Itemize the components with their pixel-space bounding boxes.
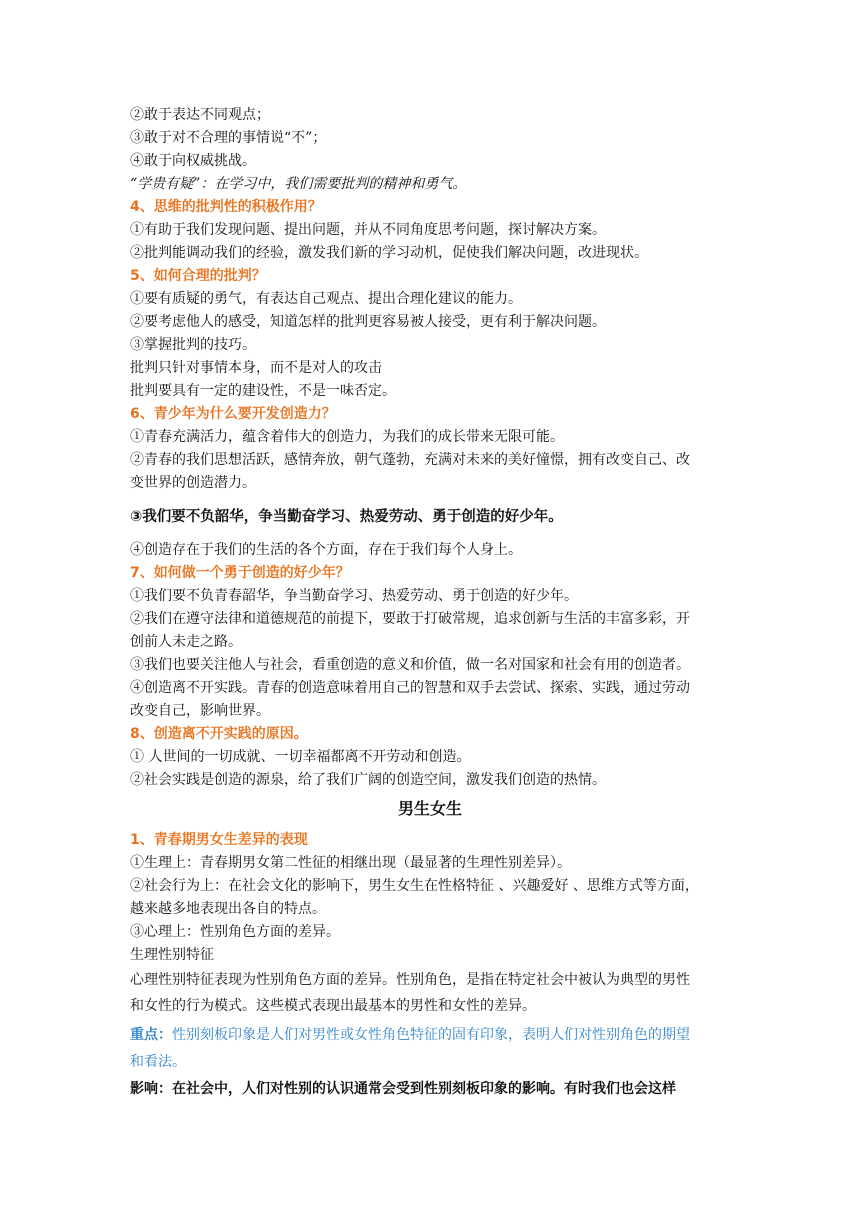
text-line: ①要有质疑的勇气，有表达自己观点、提出合理化建议的能力。 bbox=[130, 291, 522, 307]
text-line: ①生理上：青春期男女第二性征的相继出现（最显著的生理性别差异）。 bbox=[130, 855, 571, 871]
text-line: ③心理上：性别角色方面的差异。 bbox=[130, 924, 340, 940]
text-line: ②敢于表达不同观点； bbox=[130, 107, 270, 123]
chapter-title: 男生女生 bbox=[397, 799, 462, 818]
text-line: ③敢于对不合理的事情说“不”； bbox=[130, 130, 327, 146]
text-line: ①有助于我们发现问题、提出问题，并从不同角度思考问题，探讨解决方案。 bbox=[130, 222, 606, 238]
key-point-label: 重点： bbox=[130, 1027, 172, 1043]
section-heading: 4、思维的批判性的积极作用？ bbox=[130, 199, 322, 215]
text-line: ④创造存在于我们的生活的各个方面，存在于我们每个人身上。 bbox=[130, 542, 522, 558]
text-line: ③我们也要关注他人与社会，看重创造的意义和价值，做一名对国家和社会有用的创造者。 bbox=[130, 657, 690, 673]
impact-line: 影响：在社会中，人们对性别的认识通常会受到性别刻板印象的影响。有时我们也会这样 bbox=[130, 1081, 676, 1097]
text-line: ②社会行为上：在社会文化的影响下，男生女生在性格特征 、兴趣爱好 、思维方式等方面， bbox=[130, 878, 699, 894]
section-heading: 6、青少年为什么要开发创造力？ bbox=[130, 406, 336, 422]
section-heading: 8、创造离不开实践的原因。 bbox=[130, 726, 308, 742]
key-point-text: 性别刻板印象是人们对男性或女性角色特征的固有印象，表明人们对性别角色的期望 bbox=[172, 1027, 690, 1043]
text-line: 变世界的创造潜力。 bbox=[130, 475, 256, 491]
text-line: 和女性的行为模式。这些模式表现出最基本的男性和女性的差异。 bbox=[130, 998, 536, 1014]
text-line: 批判只针对事情本身，而不是对人的攻击 bbox=[130, 360, 382, 376]
text-line: 越来越多地表现出各自的特点。 bbox=[130, 901, 326, 917]
text-line: 生理性别特征 bbox=[130, 947, 214, 963]
key-point-line bbox=[130, 1024, 690, 1046]
text-line: ②我们在遵守法律和道德规范的前提下，要敢于打破常规，追求创新与生活的丰富多彩，开 bbox=[130, 611, 690, 627]
text-line: ②批判能调动我们的经验，激发我们新的学习动机，促使我们解决问题，改进现状。 bbox=[130, 245, 648, 261]
text-line: 改变自己，影响世界。 bbox=[130, 703, 270, 719]
section-heading: 1、青春期男女生差异的表现 bbox=[130, 832, 308, 848]
text-line: ②社会实践是创造的源泉，给了我们广阔的创造空间，激发我们创造的热情。 bbox=[130, 772, 606, 788]
section-heading: 7、如何做一个勇于创造的好少年？ bbox=[130, 565, 350, 581]
emphasis-line: ③我们要不负韶华，争当勤奋学习、热爱劳动、勇于创造的好少年。 bbox=[130, 509, 563, 525]
text-line: 创前人未走之路。 bbox=[130, 634, 242, 650]
section-heading: 5、如何合理的批判？ bbox=[130, 268, 266, 284]
text-line: ②青春的我们思想活跃，感情奔放，朝气蓬勃，充满对未来的美好憧憬，拥有改变自己、改 bbox=[130, 452, 690, 468]
text-line: ①我们要不负青春韶华，争当勤奋学习、热爱劳动、勇于创造的好少年。 bbox=[130, 588, 578, 604]
text-line: ① 人世间的一切成就、一切幸福都离不开劳动和创造。 bbox=[130, 749, 471, 765]
text-line: 批判要具有一定的建设性，不是一味否定。 bbox=[130, 383, 396, 399]
text-line: ④创造离不开实践。青春的创造意味着用自己的智慧和双手去尝试、探索、实践，通过劳动 bbox=[130, 680, 690, 696]
text-line: ③掌握批判的技巧。 bbox=[130, 337, 256, 353]
text-line: ②要考虑他人的感受，知道怎样的批判更容易被人接受，更有利于解决问题。 bbox=[130, 314, 606, 330]
italic-quote: “学贵有疑”：在学习中，我们需要批判的精神和勇气。 bbox=[130, 176, 467, 192]
key-point-line: 和看法。 bbox=[130, 1054, 186, 1070]
text-line: ④敢于向权威挑战。 bbox=[130, 153, 256, 169]
text-line: ①青春充满活力，蕴含着伟大的创造力，为我们的成长带来无限可能。 bbox=[130, 429, 564, 445]
text-line: 心理性别特征表现为性别角色方面的差异。性别角色，是指在特定社会中被认为典型的男性 bbox=[130, 972, 690, 988]
